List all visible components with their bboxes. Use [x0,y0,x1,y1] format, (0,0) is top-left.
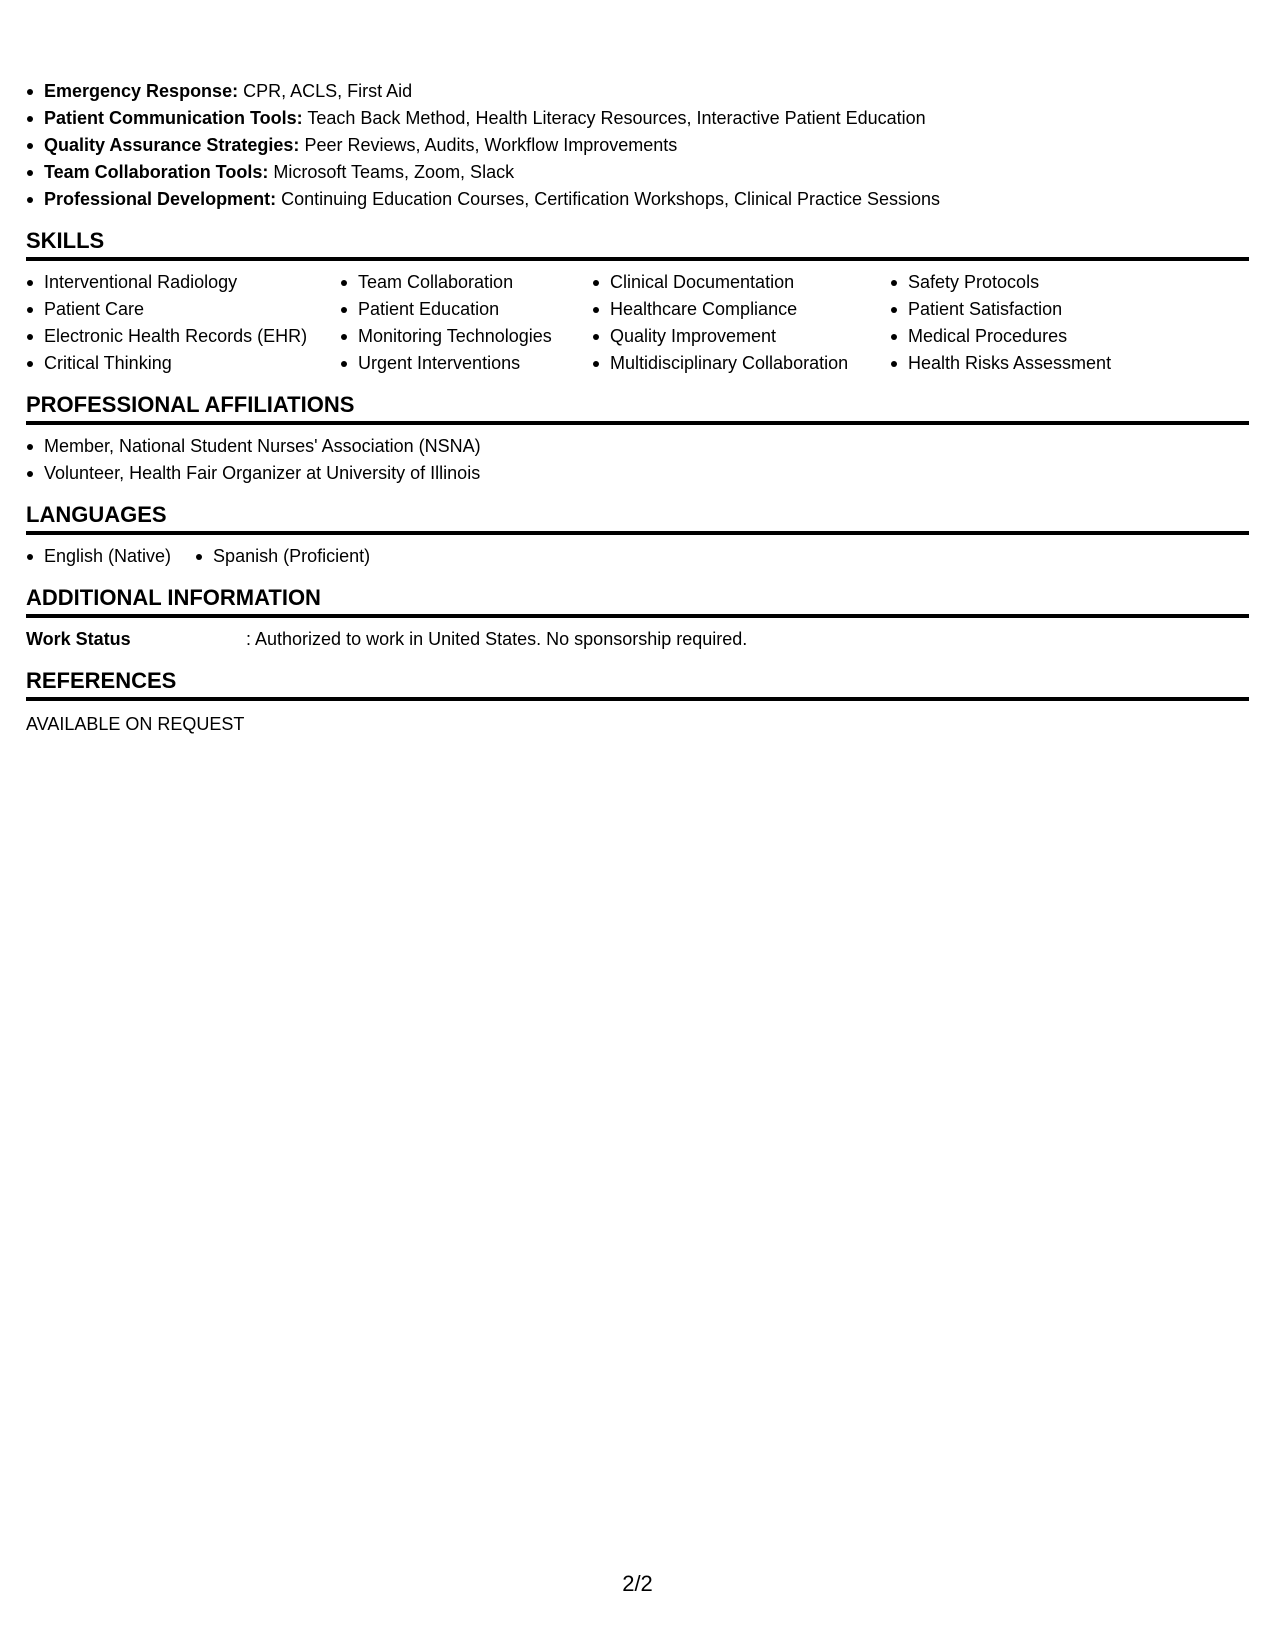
list-item [26,78,1249,105]
affiliation-item: Volunteer, Health Fair Organizer at University of Illinois [26,460,1249,487]
skill-item: Multidisciplinary Collaboration [592,350,890,377]
skill-item: Electronic Health Records (EHR) [26,323,340,350]
skill-item: Health Risks Assessment [890,350,1230,377]
skill-item: Medical Procedures [890,323,1230,350]
skill-item: Quality Improvement [592,323,890,350]
skill-item: Safety Protocols [890,269,1230,296]
skill-item: Monitoring Technologies [340,323,592,350]
list-item [26,159,1249,186]
affiliations-body [26,425,1249,487]
list-item [26,105,1249,132]
languages-body [26,535,1249,570]
item-label: Emergency Response: [44,81,239,101]
languages-heading: LANGUAGES [26,487,1249,535]
list-item [26,132,1249,159]
item-label: Team Collaboration Tools: [44,162,269,182]
skills-column-1 [26,269,340,377]
item-label: Professional Development: [44,189,277,209]
item-text: Peer Reviews, Audits, Workflow Improvements [299,135,678,155]
skill-item: Interventional Radiology [26,269,340,296]
item-text: CPR, ACLS, First Aid [238,81,413,101]
item-text: Microsoft Teams, Zoom, Slack [268,162,515,182]
work-status-row [26,618,1249,653]
affiliations-heading: PROFESSIONAL AFFILIATIONS [26,377,1249,425]
page-number: 2/2 [622,1571,653,1596]
language-item: English (Native) [26,543,171,570]
item-label: Patient Communication Tools: [44,108,303,128]
item-text: Continuing Education Courses, Certification Workshops, Clinical Practice Sessions [276,189,941,209]
skill-item: Patient Care [26,296,340,323]
skill-item: Team Collaboration [340,269,592,296]
additional-info-heading: ADDITIONAL INFORMATION [26,570,1249,618]
skill-item: Critical Thinking [26,350,340,377]
work-status-value: : Authorized to work in United States. No sponsorship required. [246,629,748,649]
skill-item: Urgent Interventions [340,350,592,377]
skill-item: Patient Education [340,296,592,323]
skill-item: Clinical Documentation [592,269,890,296]
language-item: Spanish (Proficient) [195,543,370,570]
affiliation-item: Member, National Student Nurses' Association (NSNA) [26,433,1249,460]
item-text: Teach Back Method, Health Literacy Resources, Interactive Patient Education [302,108,926,128]
skill-item: Healthcare Compliance [592,296,890,323]
item-label: Quality Assurance Strategies: [44,135,300,155]
skill-item: Patient Satisfaction [890,296,1230,323]
list-item [26,186,1249,213]
skills-grid [26,261,1249,377]
skills-column-2 [340,269,592,377]
tools-list [26,78,1249,213]
references-heading: REFERENCES [26,653,1249,701]
work-status-label: Work Status [26,629,131,649]
references-text: AVAILABLE ON REQUEST [26,714,245,734]
skills-column-4 [890,269,1230,377]
skills-heading: SKILLS [26,213,1249,261]
resume-page [26,78,1249,738]
skills-column-3 [592,269,890,377]
